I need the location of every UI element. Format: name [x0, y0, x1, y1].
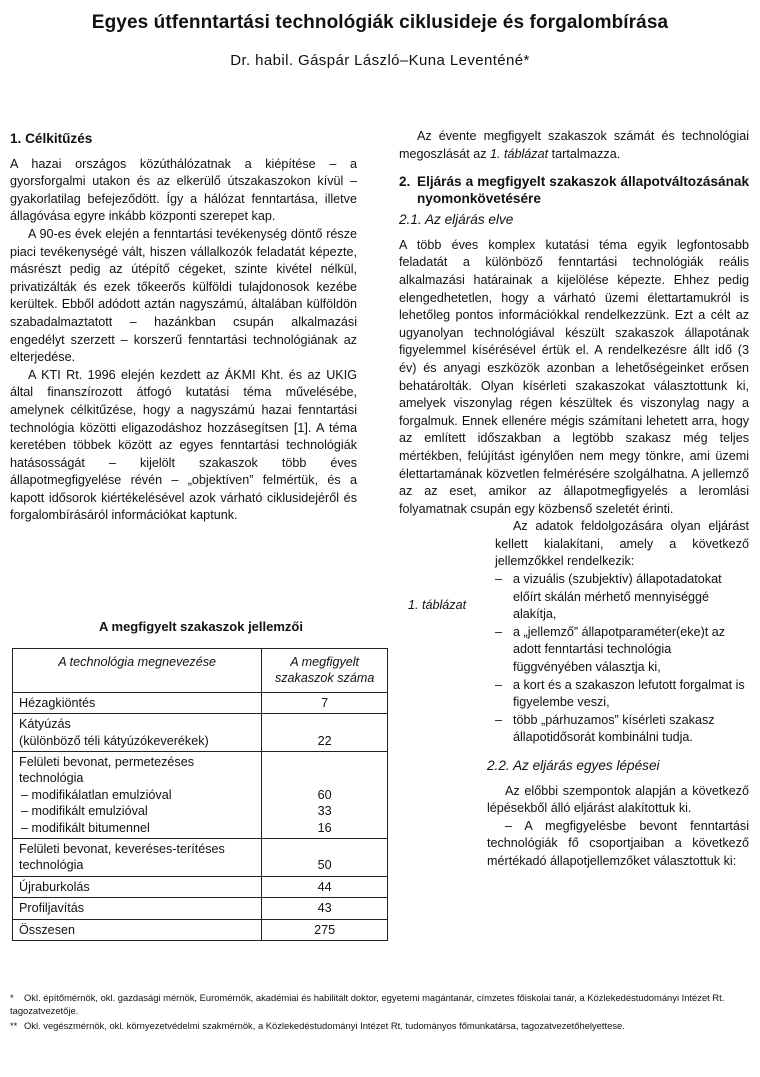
row-value: 275	[262, 919, 388, 940]
row-value: 50	[262, 839, 388, 877]
paragraph	[399, 128, 749, 163]
footnote-text: Okl. vegészmérnök, okl. környezetvédelmi szakmérnök, a Közlekedéstudományi Intézet Rt. tudományos főmunkatársa, tagozatvezetőhelyettese.	[24, 1020, 625, 1031]
row-label-sub: (különböző téli kátyúzókeverékek)	[19, 733, 209, 748]
paragraph: Az adatok feldolgozására olyan eljárást kellett kialakítani, amely a következő jellemzőkkel rendelkezik:	[495, 519, 749, 569]
row-label: Profiljavítás	[13, 898, 262, 919]
footnote-2	[10, 1020, 752, 1033]
paragraph: – A megfigyelésbe bevont fenntartási technológiák fő csoportjaiban a következő mértékadó állapotjellemzőket választottuk ki:	[487, 818, 749, 868]
table-reference: 1. táblázat	[490, 146, 549, 161]
paragraph: A több éves komplex kutatási téma egyik legfontosabb feladatát a különböző fenntartási technológiák reális alkalmazási határainak a kijelölése képezte. Ehhez pedig elengedhetetlen, hogy a várható üzemi élettartamukról is lehetőleg pontos információkkal rendelkezzünk. Ezt a célt az ugyanolyan technológiával készült szakaszok állapotának figyelemmel kísérésével értük el. A rendelkezésre állt idő (3 év) és anyagi eszközök azonban a lehetőségeinket erősen behatárolták. Olyan kísérleti szakaszokat választottunk ki, amelyek viszonylag régen készültek és viszonylag nagy a forgalmuk. Ennek ellenére mégis számítani lehetett arra, hogy az említett időszakban a legtöbb szakasz még teljes mértékben, felújítást igénylően nem megy tönkre, ami üzemi élettartamának közvetlen felmérésére szolgálhatna. A jellemző az az eset, amikor az állapotmegfigyelés a leromlási folyamatnak csupán egy közbenső szeletét érinti.	[399, 237, 749, 516]
header-count: A megfigyelt szakaszok száma	[262, 649, 388, 693]
list-item: – a vizuális (szubjektív) állapotadatokat előírt skálán mérhető mennyiséggé alakítja,	[495, 571, 749, 624]
paragraph: Az előbbi szempontok alapján a következő lépésekből álló eljárást alakítottuk ki.	[487, 783, 749, 816]
row-sub-item: – modifikált bitumennel	[21, 820, 150, 835]
section-1-heading: 1. Célkitűzés	[10, 131, 93, 146]
table-row	[13, 876, 388, 897]
row-value-text: 22	[317, 733, 332, 748]
table-row	[13, 839, 388, 877]
sections-table	[12, 648, 388, 941]
header-technology: A technológia megnevezése	[13, 649, 262, 693]
row-label	[13, 752, 262, 839]
paragraph-text: tartalmazza.	[548, 146, 621, 161]
row-sub-item: – modifikált emulzióval	[21, 804, 148, 819]
paragraph-text: Az évente megfigyelt szakaszok számát és technológiai megoszlását az	[399, 129, 749, 161]
list-item: – a „jellemző” állapotparaméter(eke)t az adott fenntartási technológia függvényében választja ki,	[495, 624, 749, 677]
subsection-2-1-heading: 2.1. Az eljárás elve	[399, 212, 514, 228]
table-row	[13, 898, 388, 919]
row-label: Felületi bevonat, keveréses-terítéses technológia	[13, 839, 262, 877]
row-value	[262, 714, 388, 752]
row-value: 44	[262, 876, 388, 897]
table-total-row	[13, 919, 388, 940]
section-2-heading	[399, 173, 749, 207]
list-item: – a kort és a szakaszon lefutott forgalmat is figyelembe veszi,	[495, 677, 749, 712]
row-sub-value: 33	[317, 804, 332, 819]
section-number: 2.	[399, 174, 411, 190]
footnote-mark: *	[10, 992, 14, 1003]
row-sub-value: 60	[317, 787, 332, 802]
table-caption: 1. táblázat	[408, 598, 467, 612]
table-title: A megfigyelt szakaszok jellemzői	[99, 619, 303, 634]
row-label-main: Kátyúzás	[19, 717, 71, 732]
left-column	[10, 130, 357, 525]
row-label	[13, 714, 262, 752]
subsection-2-2-heading: 2.2. Az eljárás egyes lépései	[487, 758, 660, 773]
table-row	[13, 752, 388, 839]
row-label: Összesen	[13, 919, 262, 940]
paragraph: A 90-es évek elején a fenntartási tevékenység döntő része piaci tevékenységé vált, hiszen vállalkozók feladatát képezte, másrészt pedig az útépítő cégeket, szinte kivétel nélkül, privatizálták és ezek tőkeerős külföldi tulajdonosok kezébe kerültek. Ebből adódott aztán nagyszámú, általában külföldön szabadalmaztatott – hazánkban csupán alkalmazási engedélyt szerzett – korszerű fenntartási technológiának az elterjedése.	[10, 226, 357, 365]
row-sub-value: 16	[317, 820, 332, 835]
article-title: Egyes útfenntartási technológiák ciklusideje és forgalombírása	[91, 12, 669, 33]
table-row	[13, 692, 388, 713]
list-item: – több „párhuzamos” kísérleti szakasz állapotidősorát kombinálni tudja.	[495, 712, 749, 747]
row-label: Újraburkolás	[13, 876, 262, 897]
row-sub-item: – modifikálatlan emulzióval	[21, 787, 172, 802]
row-label: Hézagkiöntés	[13, 692, 262, 713]
footnote-text: Okl. építőmérnök, okl. gazdasági mérnök, Euromérnök, akadémiai és habilitált doktor, egyetemi magántanár, címzetes főiskolai tanár, a Közlekedéstudományi Intézet Rt. tagozatvezetője.	[10, 992, 725, 1016]
footnote-mark: **	[10, 1020, 18, 1031]
section-title: Eljárás a megfigyelt szakaszok állapotváltozásának nyomonkövetésére	[417, 174, 749, 207]
right-column	[399, 128, 749, 871]
table-header-row	[13, 649, 388, 693]
table-row	[13, 714, 388, 752]
row-value: 43	[262, 898, 388, 919]
row-value	[262, 752, 388, 839]
row-value: 7	[262, 692, 388, 713]
article-authors: Dr. habil. Gáspár László–Kuna Leventéné*	[230, 52, 530, 69]
paragraph: A hazai országos közúthálózatnak a kiépítése – a gyorsforgalmi utakon és az elkerülő útszakaszokon kívül – gyakorlatilag befejeződött. Így a hálózat fenntartása, illetve állagóvása egyre inkább központi szerepet kap.	[10, 156, 357, 224]
paragraph: A KTI Rt. 1996 elején kezdett az ÁKMI Kht. és az UKIG által finanszírozott átfogó kutatási téma művelésébe, amelynek célkitűzése, hogy a nagyszámú hazai fenntartási technológia közötti eligazodáshoz hozzásegítsen [1]. A téma keretében többek között az egyes fenntartási technológiák hatásosságát – kijelölt szakaszok több éves állapotmegfigyelése révén – „objektíven” felmértük, és a kapott idősorok kiértékelésével azok várható ciklusidejéről és forgalombírásáról információkat kaptunk.	[10, 367, 357, 523]
row-label-main: Felületi bevonat, permetezéses technológia	[19, 755, 195, 786]
footnote-1	[10, 992, 752, 1017]
